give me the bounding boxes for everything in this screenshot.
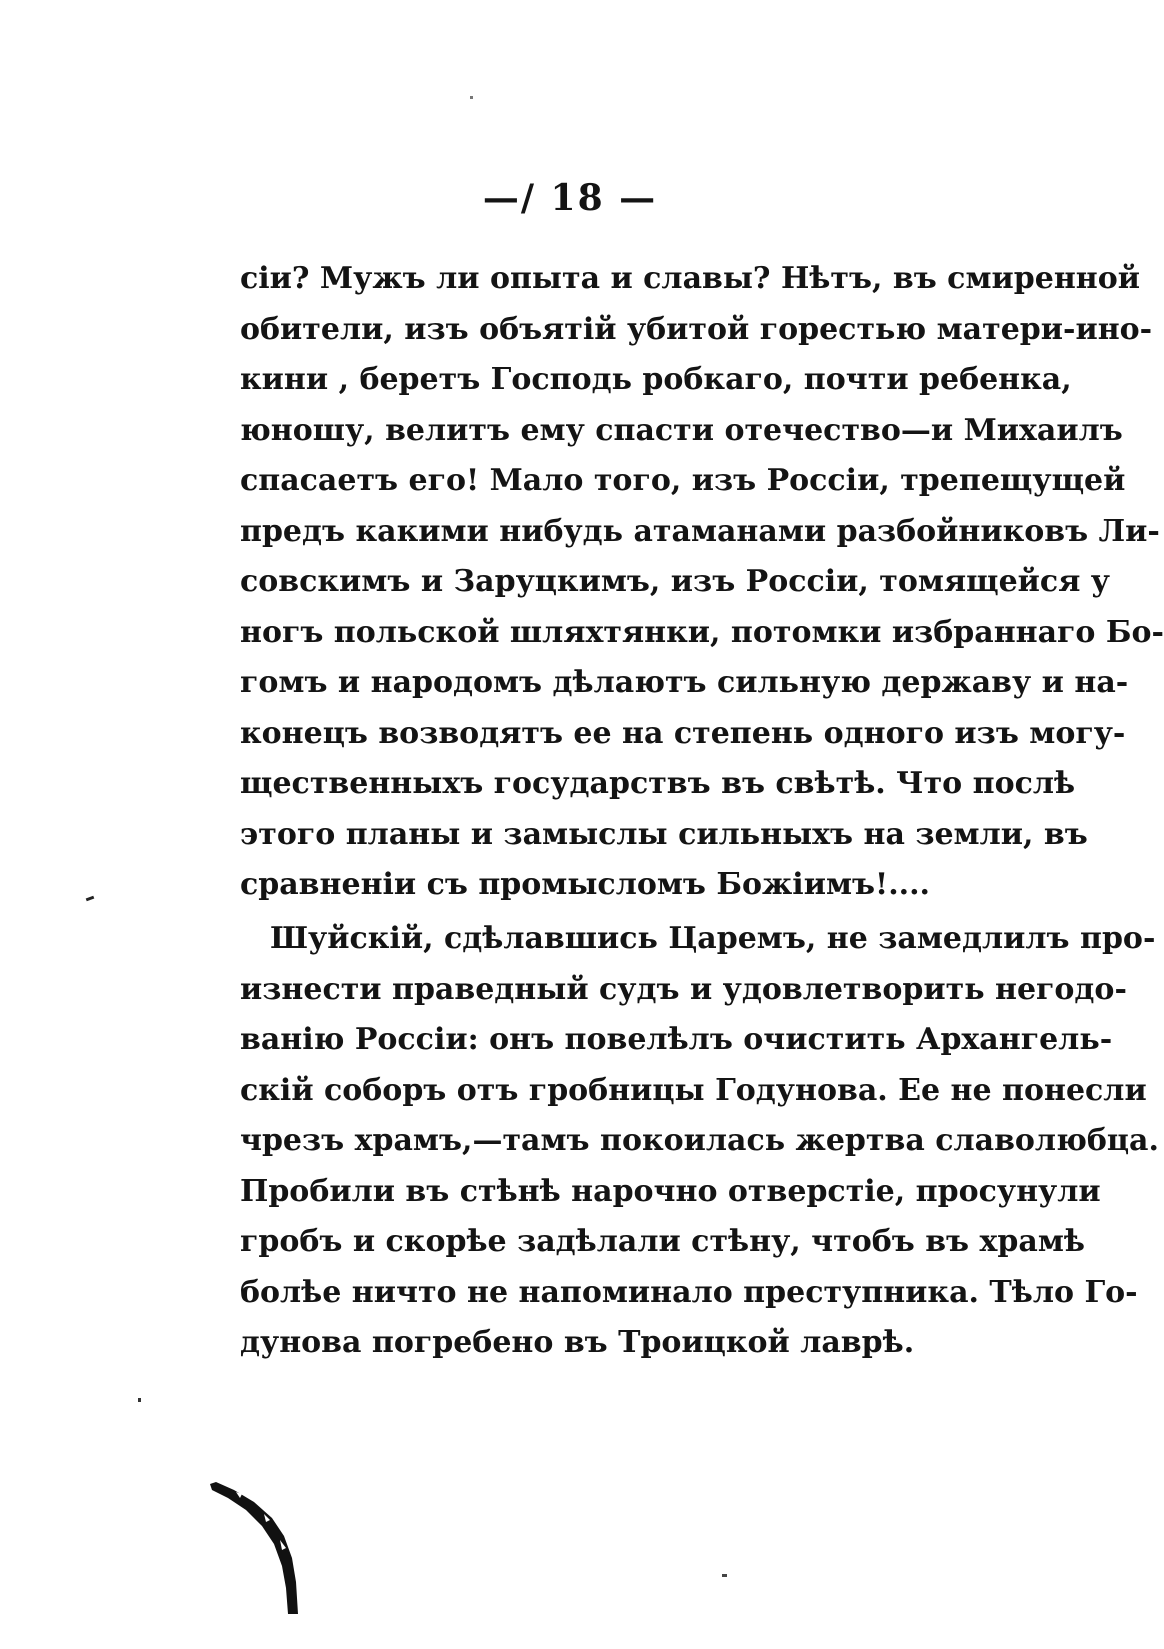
text-line: сіи? Мужъ ли опыта и славы? Нѣтъ, въ смиренной	[240, 261, 1140, 296]
text-line: юношу, велитъ ему спасти отечество—и Михаилъ	[240, 412, 1123, 448]
text-line: гробъ и скорѣе задѣлали стѣну, чтобъ въ храмѣ	[240, 1224, 1085, 1259]
text-line: щественныхъ государствъ въ свѣтѣ. Что послѣ	[240, 766, 1076, 801]
text-line: совскимъ и Заруцкимъ, изъ Россіи, томящейся у	[240, 564, 1110, 599]
ink-speck	[722, 1574, 727, 1577]
page-number: —/ 18 —	[482, 177, 658, 219]
text-line: этого планы и замыслы сильныхъ на земли, въ	[240, 816, 1088, 852]
ink-speck	[138, 1398, 141, 1402]
text-line: конецъ возводятъ ее на степень одного изъ могу-	[240, 715, 1126, 751]
ink-speck	[86, 896, 95, 902]
text-line: обители, изъ объятій убитой горестью матери-ино-	[240, 311, 1153, 347]
paragraph-1	[240, 254, 1164, 911]
text-line: сравненіи съ промысломъ Божіимъ!....	[240, 867, 930, 902]
text-line: гомъ и народомъ дѣлаютъ сильную державу и на-	[240, 665, 1129, 700]
text-line: чрезъ храмъ,—тамъ покоилась жертва славолюбца.	[240, 1123, 1159, 1158]
text-line: болѣе ничто не напоминало преступника. Тѣло Го-	[240, 1274, 1138, 1310]
text-line: скій соборъ отъ гробницы Годунова. Ее не понесли	[240, 1072, 1147, 1108]
scan-ink-stroke	[206, 1478, 346, 1618]
text-line: ногъ польской шляхтянки, потомки избраннаго Бо-	[240, 614, 1164, 650]
ink-speck	[470, 96, 473, 99]
text-line: спасаетъ его! Мало того, изъ Россіи, трепещущей	[240, 463, 1126, 498]
paragraph-2	[240, 914, 1159, 1369]
text-line: Пробили въ стѣнѣ нарочно отверстіе, просунули	[240, 1173, 1101, 1209]
text-line: кини , беретъ Господь робкаго, почти ребенка,	[240, 362, 1072, 397]
text-line: Шуйскій, сдѣлавшись Царемъ, не замедлилъ про-	[270, 921, 1156, 956]
text-line: изнести праведный судъ и удовлетворить негодо-	[240, 971, 1127, 1007]
text-line: ванію Россіи: онъ повелѣлъ очистить Архангель-	[240, 1022, 1113, 1057]
text-line: предъ какими нибудь атаманами разбойниковъ Ли-	[240, 513, 1160, 549]
text-line: дунова погребено въ Троицкой лаврѣ.	[240, 1325, 915, 1360]
